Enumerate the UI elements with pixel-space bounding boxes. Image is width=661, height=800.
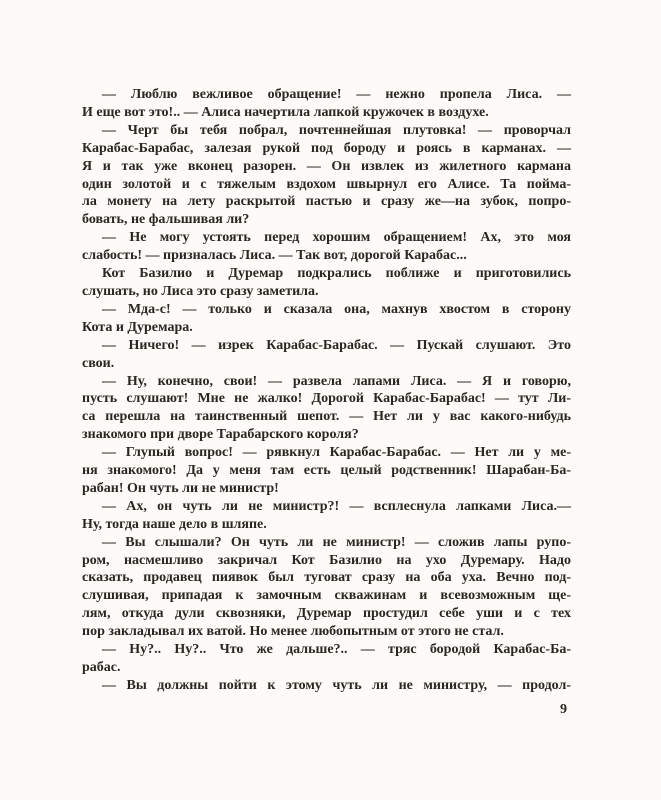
text-line: знакомого при дворе Тарабарского короля? <box>82 427 359 443</box>
text-line: один золотой и с тяжелым вздохом швырнул его Алисе. Та пойма- <box>82 176 571 192</box>
paragraph <box>82 229 571 265</box>
paragraph <box>82 534 571 641</box>
text-line: — Вы слышали? Он чуть ли не министр! — сложив лапы рупо- <box>102 534 571 550</box>
paragraph <box>82 498 571 534</box>
text-line: Кота и Дуремара. <box>82 319 193 335</box>
text-line: Кот Базилио и Дуремар подкрались поближе и приготовились <box>102 266 571 282</box>
text-line: Я и так уже вконец разорен. — Он извлек из жилетного кармана <box>82 158 571 174</box>
text-line: ла монету на лету раскрытой пастью и сразу же—на зубок, попро- <box>82 194 571 210</box>
text-line: — Черт бы тебя побрал, почтеннейшая плутовка! — проворчал <box>102 122 571 138</box>
text-line: ня знакомого! Да у меня там есть целый родственник! Шарабан-Ба- <box>82 463 571 479</box>
text-line: — Ничего! — изрек Карабас-Барабас. — Пускай слушают. Это <box>102 337 571 353</box>
text-line: рабан! Он чуть ли не министр! <box>82 480 279 496</box>
text-line: лям, откуда дули сквозняки, Дуремар простудил себе уши и с тех <box>82 606 571 622</box>
page-body-text <box>82 86 571 695</box>
paragraph <box>82 641 571 677</box>
text-line: — Не могу устоять перед хорошим обращением! Ах, это моя <box>102 230 571 246</box>
paragraph <box>82 337 571 373</box>
page-number: 9 <box>560 702 567 717</box>
text-line: слабость! — призналась Лиса. — Так вот, дорогой Карабас... <box>82 248 467 264</box>
paragraph <box>82 301 571 337</box>
text-line: пор закладывал их ватой. Но менее любопытным от этого не стал. <box>82 624 504 640</box>
text-line: — Люблю вежливое обращение! — нежно пропела Лиса. — <box>102 87 571 102</box>
text-line: — Ах, он чуть ли не министр?! — всплеснула лапками Лиса.— <box>102 498 571 514</box>
text-line: — Ну?.. Ну?.. Что же дальше?.. — тряс бородой Карабас-Ба- <box>102 642 571 658</box>
text-line: Ну, тогда наше дело в шляпе. <box>82 516 267 532</box>
text-line: Карабас-Барабас, залезая рукой под бороду и роясь в карманах. — <box>82 140 571 156</box>
paragraph <box>82 677 571 695</box>
text-line: бовать, не фальшивая ли? <box>82 212 250 228</box>
text-line: — Мда-с! — только и сказала она, махнув хвостом в сторону <box>102 301 571 317</box>
text-line: пусть слушают! Мне не жалко! Дорогой Карабас-Барабас! — тут Ли- <box>82 391 571 407</box>
paragraph <box>82 86 571 122</box>
text-line: слушать, но Лиса это сразу заметила. <box>82 283 319 299</box>
text-line: сказать, продавец пиявок был туговат сразу на оба уха. Вечно под- <box>82 570 571 586</box>
text-line: — Глупый вопрос! — рявкнул Карабас-Барабас. — Нет ли у ме- <box>102 445 571 461</box>
text-line: са перешла на таинственный шепот. — Нет ли у вас какого-нибудь <box>82 409 571 425</box>
text-line: И еще вот это!.. — Алиса начертила лапкой кружочек в воздухе. <box>82 104 489 120</box>
paragraph <box>82 122 571 229</box>
text-line: ром, насмешливо закричал Кот Базилио на ухо Дуремару. Надо <box>82 552 571 568</box>
text-line: рабас. <box>82 660 121 675</box>
paragraph <box>82 444 571 498</box>
text-line: — Ну, конечно, свои! — развела лапами Лиса. — Я и говорю, <box>102 373 571 389</box>
paragraph <box>82 373 571 445</box>
text-line: свои. <box>82 355 115 371</box>
paragraph <box>82 265 571 301</box>
text-line: слушивая, припадая к замочным скважинам и всевозможным ще- <box>82 588 571 604</box>
text-line: — Вы должны пойти к этому чуть ли не министру, — продол- <box>102 677 571 693</box>
